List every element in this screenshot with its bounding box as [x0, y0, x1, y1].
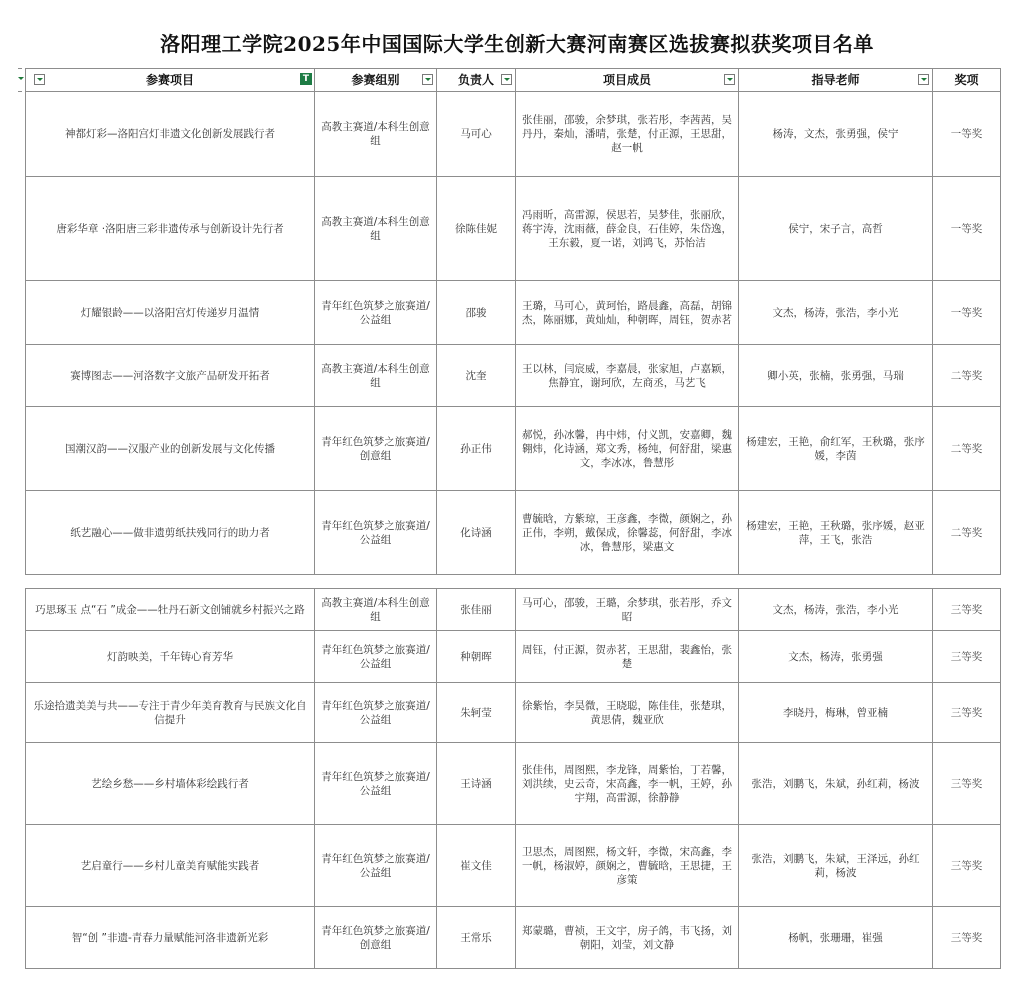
members-cell[interactable]: 王璐，马可心，黄珂怡，路晨鑫，高磊，胡锦杰，陈丽娜，黄灿灿，种朝晖，周钰，贺赤茗: [516, 281, 739, 345]
leader-cell[interactable]: 邵骏: [437, 281, 516, 345]
project-cell[interactable]: 灯韵映美，千年铸心育芳华: [26, 631, 315, 683]
leader-cell[interactable]: 化诗涵: [437, 491, 516, 575]
group-cell[interactable]: 青年红色筑梦之旅赛道/公益组: [315, 491, 437, 575]
table-row[interactable]: [26, 907, 1001, 969]
table-row[interactable]: [26, 491, 1001, 575]
award-cell[interactable]: 二等奖: [933, 491, 1001, 575]
advisors-cell[interactable]: 文杰，杨涛，张浩，李小光: [739, 281, 933, 345]
group-cell[interactable]: 青年红色筑梦之旅赛道/公益组: [315, 281, 437, 345]
leader-cell[interactable]: 朱轲莹: [437, 683, 516, 743]
group-cell[interactable]: 青年红色筑梦之旅赛道/公益组: [315, 631, 437, 683]
project-cell[interactable]: 国潮汉韵——汉服产业的创新发展与文化传播: [26, 407, 315, 491]
table-row[interactable]: [26, 281, 1001, 345]
table-row[interactable]: [26, 589, 1001, 631]
header-group-label: 参赛组别: [351, 73, 400, 87]
group-cell[interactable]: 青年红色筑梦之旅赛道/公益组: [315, 743, 437, 825]
project-cell[interactable]: 智“创 ”非遗-青春力量赋能河洛非遗新光彩: [26, 907, 315, 969]
table-row[interactable]: [26, 743, 1001, 825]
table-row[interactable]: [26, 825, 1001, 907]
award-cell[interactable]: 一等奖: [933, 281, 1001, 345]
group-cell[interactable]: 高教主赛道/本科生创意组: [315, 92, 437, 177]
award-cell[interactable]: 一等奖: [933, 177, 1001, 281]
members-cell[interactable]: 冯雨昕，高雷源，侯思若，吴梦佳，张丽欣，蒋宇涛，沈雨薇，薛金良，石佳婷，朱岱逸，王东毅，夏一诺，刘鸿飞，苏怡洁: [516, 177, 739, 281]
header-award-label: 奖项: [954, 73, 979, 87]
advisors-cell[interactable]: 杨帆，张珊珊，崔强: [739, 907, 933, 969]
table-row[interactable]: [26, 92, 1001, 177]
filter-dropdown-icon[interactable]: [34, 74, 45, 85]
group-cell[interactable]: 高教主赛道/本科生创意组: [315, 345, 437, 407]
header-advisors[interactable]: [739, 69, 933, 92]
advisors-cell[interactable]: 卿小英，张楠，张勇强，马瑞: [739, 345, 933, 407]
members-cell[interactable]: 徐紫怡，李昊微，王晓聪，陈佳佳，张楚琪，黄思倩，魏亚欣: [516, 683, 739, 743]
members-cell[interactable]: 曹毓晗，方紫琼，王彦鑫，李微，颜娴之，孙正伟，李朔，戴保成，徐馨蕊，何舒甜，李冰冰，鲁慧彤，梁惠文: [516, 491, 739, 575]
advisors-cell[interactable]: 杨涛，文杰，张勇强，侯宁: [739, 92, 933, 177]
leader-cell[interactable]: 王常乐: [437, 907, 516, 969]
header-advisors-label: 指导老师: [811, 73, 860, 87]
filter-dropdown-icon[interactable]: [422, 74, 433, 85]
project-cell[interactable]: 艺启童行——乡村儿童美育赋能实践者: [26, 825, 315, 907]
project-cell[interactable]: 唐彩华章 ·洛阳唐三彩非遗传承与创新设计先行者: [26, 177, 315, 281]
header-members-label: 项目成员: [602, 73, 651, 87]
header-project[interactable]: [26, 69, 315, 92]
header-members[interactable]: [516, 69, 739, 92]
members-cell[interactable]: 张佳伟，周图熙，李龙锋，周紫怡，丁若馨，刘洪续，史云奇，宋高鑫，李一帆，王婷，孙宇翔，高雷源，徐静静: [516, 743, 739, 825]
project-cell[interactable]: 神都灯彩—洛阳宫灯非遗文化创新发展践行者: [26, 92, 315, 177]
group-cell[interactable]: 青年红色筑梦之旅赛道/创意组: [315, 407, 437, 491]
advisors-cell[interactable]: 侯宁，宋子言，高哲: [739, 177, 933, 281]
leader-cell[interactable]: 沈奎: [437, 345, 516, 407]
table-row[interactable]: [26, 345, 1001, 407]
members-cell[interactable]: 马可心，邵骏，王璐，余梦琪，张若彤，乔文昭: [516, 589, 739, 631]
header-award[interactable]: [933, 69, 1001, 92]
award-cell[interactable]: 三等奖: [933, 907, 1001, 969]
hidden-column-edge[interactable]: [18, 68, 22, 92]
page-title: 洛阳理工学院2025年中国国际大学生创新大赛河南赛区选拔赛拟获奖项目名单: [160, 32, 874, 56]
members-cell[interactable]: 郑蒙璐，曹祯，王文宇，房子鸽，韦飞扬，刘朝阳，刘莹，刘文静: [516, 907, 739, 969]
table-row[interactable]: [26, 683, 1001, 743]
header-leader-label: 负责人: [457, 73, 494, 87]
advisors-cell[interactable]: 文杰，杨涛，张浩，李小光: [739, 589, 933, 631]
members-cell[interactable]: 卫思杰，周图熙，杨文轩，李微，宋高鑫，李一帆，杨淑婷，颜娴之，曹毓晗，王思捷，王彦策: [516, 825, 739, 907]
leader-cell[interactable]: 徐陈佳妮: [437, 177, 516, 281]
award-cell[interactable]: 三等奖: [933, 683, 1001, 743]
leader-cell[interactable]: 王诗涵: [437, 743, 516, 825]
project-cell[interactable]: 赛博图志——河洛数字文旅产品研发开拓者: [26, 345, 315, 407]
header-group[interactable]: [315, 69, 437, 92]
advisors-cell[interactable]: 张浩，刘鹏飞，朱斌，王泽远，孙红莉，杨波: [739, 825, 933, 907]
filter-dropdown-icon[interactable]: [918, 74, 929, 85]
header-leader[interactable]: [437, 69, 516, 92]
leader-cell[interactable]: 崔文佳: [437, 825, 516, 907]
award-cell[interactable]: 三等奖: [933, 825, 1001, 907]
advisors-cell[interactable]: 杨建宏，王艳，俞红军，王秋璐，张序媛，李茵: [739, 407, 933, 491]
members-cell[interactable]: 周钰，付正源，贺赤茗，王思甜，裴鑫怡，张楚: [516, 631, 739, 683]
advisors-cell[interactable]: 文杰，杨涛，张勇强: [739, 631, 933, 683]
members-cell[interactable]: 郝悦，孙冰馨，冉中炜，付义凯，安嘉卿，魏翱炜，化诗涵，郑文秀，杨纯，何舒甜，梁惠文，李冰冰，鲁慧彤: [516, 407, 739, 491]
group-cell[interactable]: 青年红色筑梦之旅赛道/创意组: [315, 907, 437, 969]
group-cell[interactable]: 高教主赛道/本科生创意组: [315, 589, 437, 631]
advisors-cell[interactable]: 杨建宏，王艳，王秋璐，张序媛，赵亚萍，王飞，张浩: [739, 491, 933, 575]
members-cell[interactable]: 张佳丽，邵骏，余梦琪，张若彤，李茜茜，吴丹丹，秦灿，潘晴，张楚，付正源，王思甜，赵一帆: [516, 92, 739, 177]
group-cell[interactable]: 青年红色筑梦之旅赛道/公益组: [315, 825, 437, 907]
advisors-cell[interactable]: 张浩，刘鹏飞，朱斌，孙红莉，杨波: [739, 743, 933, 825]
header-project-label: 参赛项目: [145, 73, 194, 87]
award-cell[interactable]: 二等奖: [933, 407, 1001, 491]
project-cell[interactable]: 巧思琢玉 点“石 ”成金——牡丹石新文创铺就乡村振兴之路: [26, 589, 315, 631]
award-cell[interactable]: 一等奖: [933, 92, 1001, 177]
award-cell[interactable]: 三等奖: [933, 631, 1001, 683]
group-cell[interactable]: 高教主赛道/本科生创意组: [315, 177, 437, 281]
leader-cell[interactable]: 种朝晖: [437, 631, 516, 683]
leader-cell[interactable]: 张佳丽: [437, 589, 516, 631]
members-cell[interactable]: 王以林，闫宸威，李嘉晨，张家旭，卢嘉颖，焦静宜，谢珂欣，左商丞，马艺飞: [516, 345, 739, 407]
table-row[interactable]: [26, 177, 1001, 281]
award-table-upper: [25, 68, 1001, 575]
filter-dropdown-icon[interactable]: [501, 74, 512, 85]
project-cell[interactable]: 艺绘乡愁——乡村墙体彩绘践行者: [26, 743, 315, 825]
advisors-cell[interactable]: 李晓丹，梅琳，曾亚楠: [739, 683, 933, 743]
project-cell[interactable]: 乐途拾遗美美与共——专注于青少年美育教育与民族文化自信提升: [26, 683, 315, 743]
leader-cell[interactable]: 马可心: [437, 92, 516, 177]
project-cell[interactable]: 灯耀银龄——以洛阳宫灯传递岁月温情: [26, 281, 315, 345]
award-cell[interactable]: 三等奖: [933, 589, 1001, 631]
leader-cell[interactable]: 孙正伟: [437, 407, 516, 491]
filter-active-icon[interactable]: T: [300, 73, 312, 85]
table-row[interactable]: [26, 407, 1001, 491]
table-row[interactable]: [26, 631, 1001, 683]
award-cell[interactable]: 三等奖: [933, 743, 1001, 825]
project-cell[interactable]: 纸艺融心——做非遗剪纸扶残同行的助力者: [26, 491, 315, 575]
award-cell[interactable]: 二等奖: [933, 345, 1001, 407]
header-row: [26, 69, 1001, 92]
award-table-lower: [25, 588, 1001, 969]
group-cell[interactable]: 青年红色筑梦之旅赛道/公益组: [315, 683, 437, 743]
filter-dropdown-icon[interactable]: [724, 74, 735, 85]
